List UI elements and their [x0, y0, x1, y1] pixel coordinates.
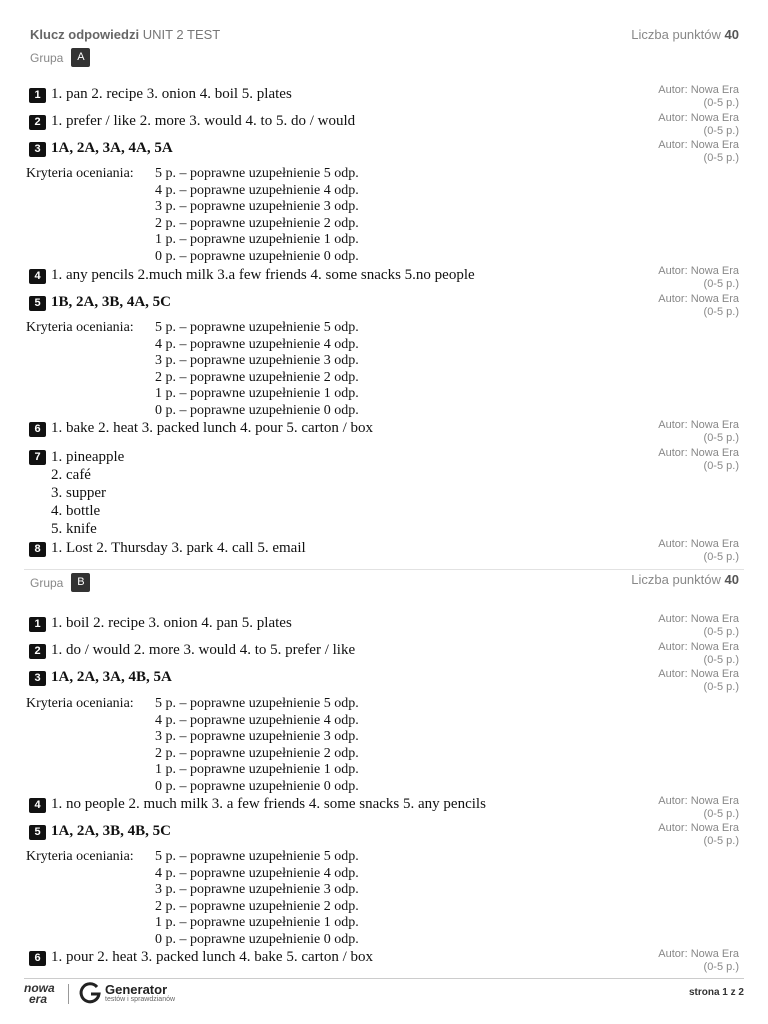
- answer-a3: 3 1A, 2A, 3A, 4A, 5A: [29, 140, 173, 157]
- total-points: Liczba punktów 40: [631, 27, 739, 42]
- group-divider: [24, 569, 744, 570]
- answer-a1: 1 1. pan 2. recipe 3. onion 4. boil 5. plates: [29, 86, 292, 103]
- meta-a1: Autor: Nowa Era (0-5 p.): [658, 84, 739, 109]
- footer-divider: [24, 978, 744, 979]
- document-title: Klucz odpowiedzi UNIT 2 TEST: [30, 27, 221, 42]
- answer-a4: 4 1. any pencils 2.much milk 3.a few friends 4. some snacks 5.no people: [29, 267, 475, 284]
- logo-separator: [68, 984, 69, 1004]
- meta-a7: Autor: Nowa Era (0-5 p.): [658, 447, 739, 472]
- meta-a4: Autor: Nowa Era (0-5 p.): [658, 265, 739, 290]
- answer-a2: 2 1. prefer / like 2. more 3. would 4. to 5. do / would: [29, 113, 355, 130]
- meta-a3: Autor: Nowa Era (0-5 p.): [658, 139, 739, 164]
- nowa-era-logo: nowa era: [24, 981, 55, 1006]
- meta-b1: Autor: Nowa Era (0-5 p.): [658, 613, 739, 638]
- answer-b1: 1 1. boil 2. recipe 3. onion 4. pan 5. plates: [29, 615, 292, 632]
- meta-b5: Autor: Nowa Era (0-5 p.): [658, 822, 739, 847]
- group-b-points: Liczba punktów 40: [631, 572, 739, 587]
- answer-b6: 6 1. pour 2. heat 3. packed lunch 4. bake 5. carton / box: [29, 949, 373, 966]
- generator-g-icon: [78, 981, 102, 1005]
- answer-b3: 3 1A, 2A, 3A, 4B, 5A: [29, 669, 172, 686]
- answer-key-page: Klucz odpowiedzi UNIT 2 TEST Liczba punktów 40 Grupa A 1 1. pan 2. recipe 3. onion 4. boil 5. plates Autor: Nowa Era (0-5 p.) 2 1. prefer / like 2. more 3. would 4. to 5. do / would Autor: Nowa Era (0-5 p.) 3 1A, 2A, 3A, 4A, 5A Autor: Nowa Era (0-5 p.) Kryteria oceniania: 5 p. – poprawne uzupełnienie 5 odp. 4 p. – poprawne uzupełnienie 4 odp. 3 p. – poprawne uzupełnienie 3 odp. 2 p. – poprawne uzupełnienie 2 odp. 1 p. – poprawne uzupełnienie 1 odp. 0 p. – poprawne uzupełnienie 0 odp. 4 1. any pencils 2.much milk 3.a few friends 4. some snacks 5.no people Autor: Nowa Era (0-5 p.) 5 1B, 2A, 3B, 4A, 5C Autor: Nowa Era (0-5 p.) Kryteria oceniania: 5 p. – poprawne uzupełnienie 5 odp. 4 p. – poprawne uzupełnienie 4 odp. 3 p. – poprawne uzupełnienie 3 odp. 2 p. – poprawne uzupełnienie 2 odp. 1 p. – poprawne uzupełnienie 1 odp. 0 p. – poprawne uzupełnienie 0 odp. 6 1. bake 2. heat 3. packed lunch 4. pour 5. carton / box Autor: Nowa Era (0-5 p.) 7 1. pineapple 2. café 3. supper 4. bottle 5. knife Autor: Nowa Era (0-5 p.) 8 1. Lost 2. Thursday 3. park 4. call 5. email Autor: Nowa Era (0-5 p.) Grupa B Liczba punktów 40 1 1. boil 2. recipe 3. onion 4. pan 5. plates Autor: Nowa Era (0-5 p.) 2 1. do / would 2. more 3. would 4. to 5. prefer / like Autor: Nowa Era (0-5 p.) 3 1A, 2A, 3A, 4B, 5A Autor: Nowa Era (0-5 p.) Kryteria oceniania: 5 p. – poprawne uzupełnienie 5 odp. 4 p. – poprawne uzupełnienie 4 odp. 3 p. – poprawne uzupełnienie 3 odp. 2 p. – poprawne uzupełnienie 2 odp. 1 p. – poprawne uzupełnienie 1 odp. 0 p. – poprawne uzupełnienie 0 odp. 4 1. no people 2. much milk 3. a few friends 4. some snacks 5. any pencils Autor: Nowa Era (0-5 p.) 5 1A, 2A, 3B, 4B, 5C Autor: Nowa Era (0-5 p.) Kryteria oceniania: 5 p. – poprawne uzupełnienie 5 odp. 4 p. – poprawne uzupełnienie 4 odp. 3 p. – poprawne uzupełnienie 3 odp. 2 p. – poprawne uzupełnienie 2 odp. 1 p. – poprawne uzupełnienie 1 odp. 0 p. – poprawne uzupełnienie 0 odp. 6 1. pour 2. heat 3. packed lunch 4. bake 5. carton / box Autor: Nowa Era (0-5 p.) nowa era Generator testów i sprawdzianów strona 1 z 2: [0, 0, 768, 1024]
- answer-a6: 6 1. bake 2. heat 3. packed lunch 4. pour 5. carton / box: [29, 420, 373, 437]
- meta-a2: Autor: Nowa Era (0-5 p.): [658, 112, 739, 137]
- meta-b3: Autor: Nowa Era (0-5 p.): [658, 668, 739, 693]
- group-b-label: Grupa B: [30, 573, 90, 592]
- answer-list: 1. pineapple 2. café 3. supper 4. bottle 5. knife: [51, 449, 125, 537]
- group-a-label: Grupa A: [30, 48, 90, 67]
- meta-a5: Autor: Nowa Era (0-5 p.): [658, 293, 739, 318]
- answer-b5: 5 1A, 2A, 3B, 4B, 5C: [29, 823, 171, 840]
- meta-b4: Autor: Nowa Era (0-5 p.): [658, 795, 739, 820]
- answer-b4: 4 1. no people 2. much milk 3. a few friends 4. some snacks 5. any pencils: [29, 796, 486, 813]
- answer-b2: 2 1. do / would 2. more 3. would 4. to 5. prefer / like: [29, 642, 355, 659]
- answer-a8: 8 1. Lost 2. Thursday 3. park 4. call 5. email: [29, 540, 306, 557]
- group-badge: A: [71, 48, 90, 67]
- page-number: strona 1 z 2: [688, 987, 744, 998]
- generator-logo: Generator testów i sprawdzianów: [78, 981, 102, 1010]
- meta-a8: Autor: Nowa Era (0-5 p.): [658, 538, 739, 563]
- group-badge: B: [71, 573, 90, 592]
- meta-a6: Autor: Nowa Era (0-5 p.): [658, 419, 739, 444]
- meta-b6: Autor: Nowa Era (0-5 p.): [658, 948, 739, 973]
- meta-b2: Autor: Nowa Era (0-5 p.): [658, 641, 739, 666]
- answer-a7: 7 1. pineapple 2. café 3. supper 4. bottle 5. knife: [29, 448, 124, 538]
- answer-a5: 5 1B, 2A, 3B, 4A, 5C: [29, 294, 171, 311]
